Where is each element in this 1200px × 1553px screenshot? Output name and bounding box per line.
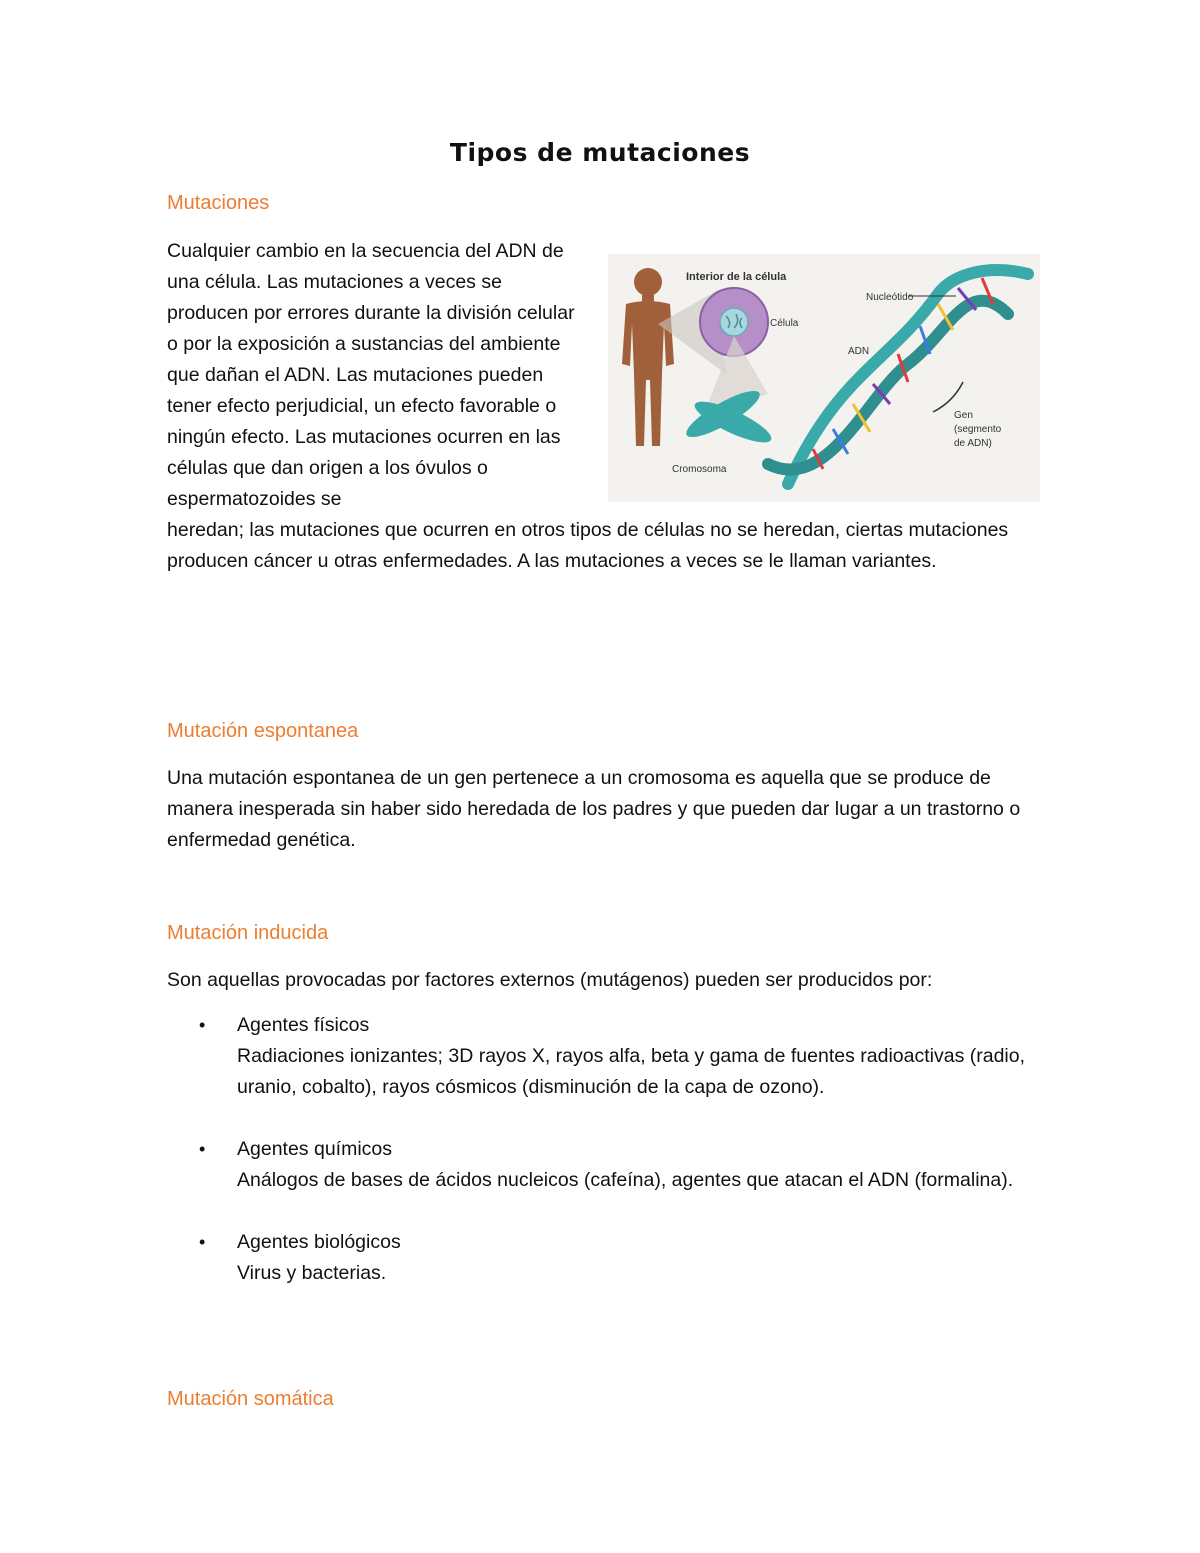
- agents-list: [167, 1010, 1047, 1320]
- paragraph-espontanea: Una mutación espontanea de un gen pertenece a un cromosoma es aquella que se produce de manera inesperada sin haber sido heredada de los padres y que pueden dar lugar a un trastorno o enfermedad genética.: [167, 767, 1021, 851]
- agent-description: Análogos de bases de ácidos nucleicos (cafeína), agentes que atacan el ADN (formalina).: [237, 1169, 1014, 1191]
- bullet-icon: •: [199, 1015, 206, 1035]
- agent-description: Virus y bacterias.: [237, 1262, 387, 1284]
- heading-mutaciones: Mutaciones: [167, 192, 270, 214]
- paragraph-mutaciones-wrapped: Cualquier cambio en la secuencia del ADN de una célula. Las mutaciones a veces se producen por errores durante la división celular o por la exposición a sustancias del ambiente que dañan el ADN. Las mutaciones pueden tener efecto perjudicial, un efecto favorable o ningún efecto. Las mutaciones ocurren en las células que dan origen a los óvulos o espermatozoides se: [167, 240, 575, 510]
- label-gen-1: Gen: [954, 410, 973, 421]
- bullet-icon: •: [199, 1139, 206, 1159]
- label-gen-2: (segmento: [954, 424, 1002, 435]
- label-interior: Interior de la célula: [686, 271, 787, 283]
- label-nucleotido: Nucleótido: [866, 292, 914, 303]
- paragraph-inducida-intro: Son aquellas provocadas por factores externos (mutágenos) pueden ser producidos por:: [167, 969, 933, 991]
- agent-description: Radiaciones ionizantes; 3D rayos X, rayos alfa, beta y gama de fuentes radioactivas (radio, uranio, cobalto), rayos cósmicos (disminución de la capa de ozono).: [237, 1045, 1026, 1098]
- label-adn: ADN: [848, 346, 870, 357]
- label-gen-3: de ADN): [954, 438, 992, 449]
- label-cromosoma: Cromosoma: [672, 464, 727, 475]
- list-item-agentes-quimicos: [167, 1134, 1047, 1196]
- dna-illustration: [608, 254, 1040, 502]
- heading-espontanea: Mutación espontanea: [167, 720, 359, 742]
- human-silhouette-icon: [622, 268, 674, 446]
- heading-somatica: Mutación somática: [167, 1388, 334, 1410]
- label-celula: Célula: [770, 318, 799, 329]
- list-item-agentes-fisicos: [167, 1010, 1047, 1103]
- bullet-icon: •: [199, 1232, 206, 1252]
- list-item-agentes-biologicos: [167, 1227, 1047, 1289]
- agent-name: Agentes químicos: [237, 1138, 393, 1160]
- paragraph-mutaciones-rest: heredan; las mutaciones que ocurren en otros tipos de células no se heredan, ciertas mutaciones producen cáncer u otras enfermedades. A las mutaciones a veces se le llaman variantes.: [167, 519, 1009, 572]
- document-title: Tipos de mutaciones: [449, 138, 751, 167]
- heading-inducida: Mutación inducida: [167, 922, 329, 944]
- agent-name: Agentes físicos: [237, 1014, 370, 1036]
- agent-name: Agentes biológicos: [237, 1231, 401, 1253]
